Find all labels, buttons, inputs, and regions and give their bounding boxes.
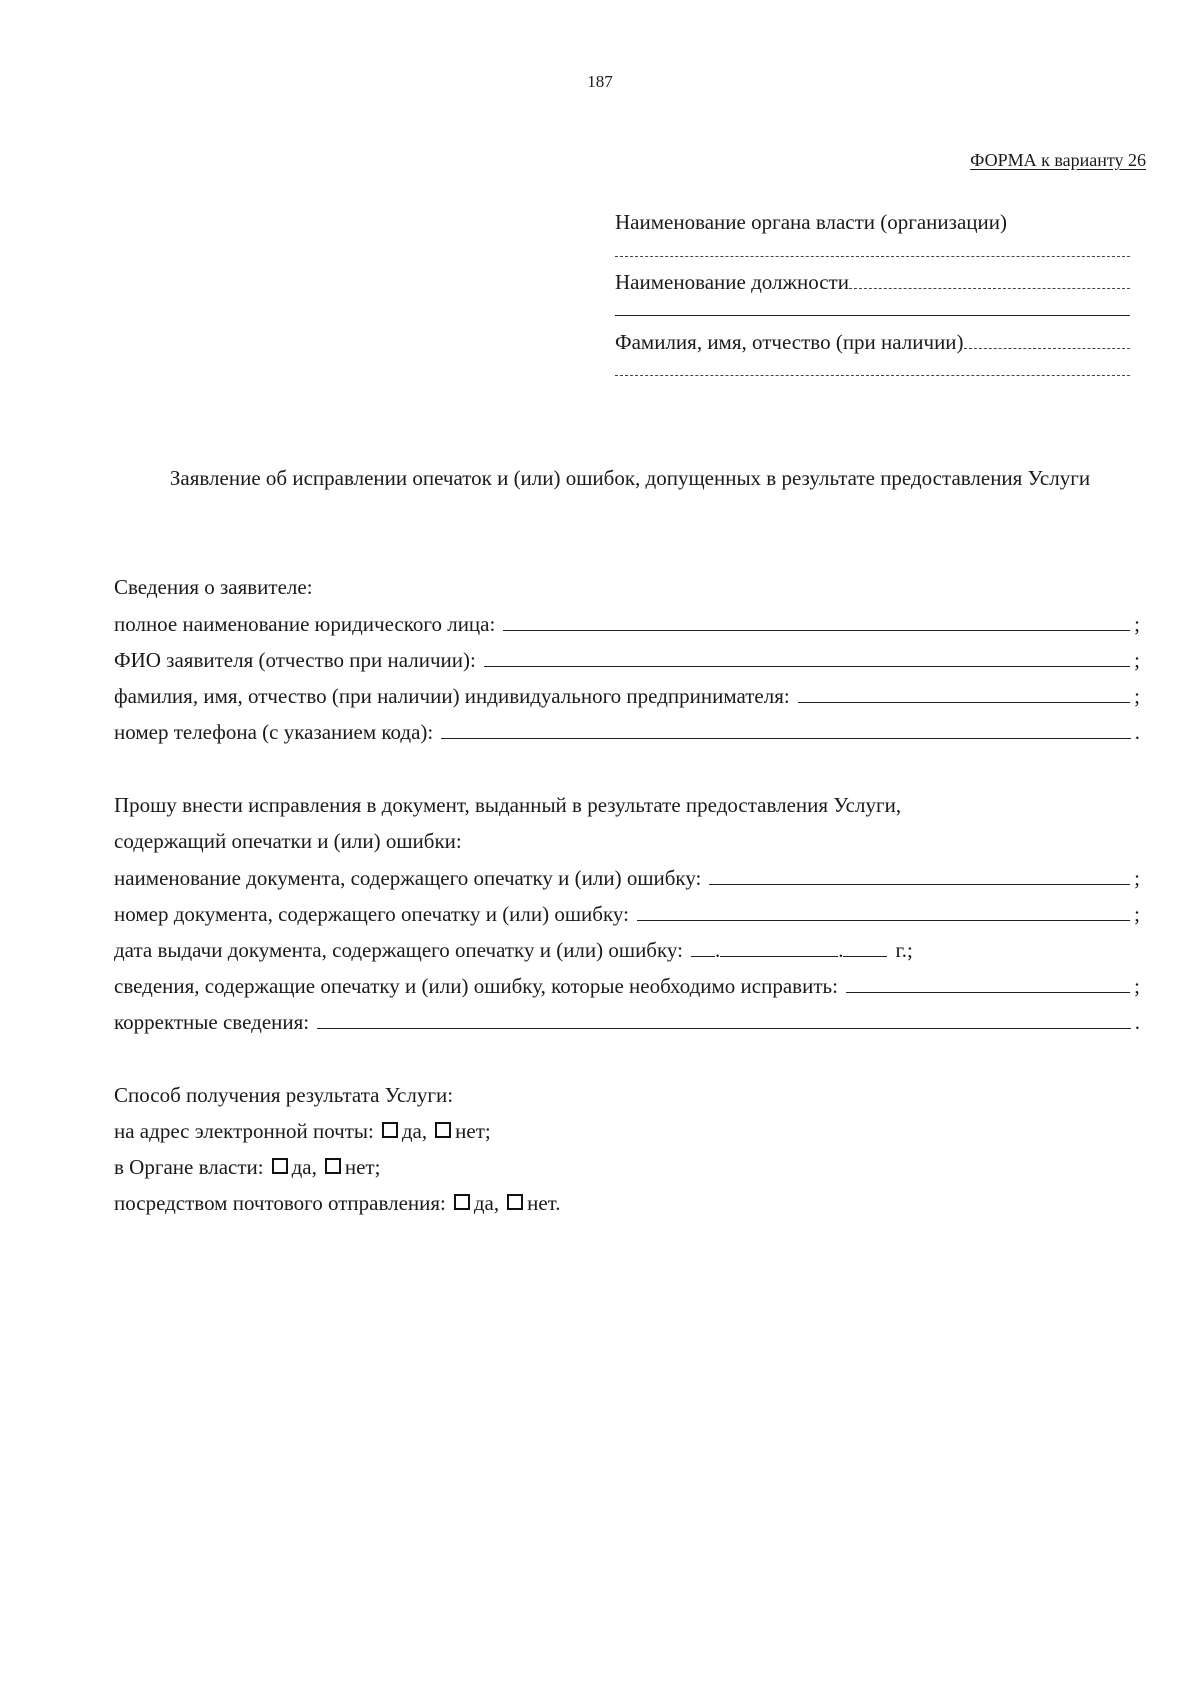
doc-name-field[interactable] xyxy=(709,862,1130,885)
entrepreneur-row xyxy=(114,680,1140,710)
post-delivery-row xyxy=(114,1188,1140,1218)
email-yes-checkbox[interactable] xyxy=(382,1122,398,1138)
page-number: 187 xyxy=(587,72,613,91)
year-suffix: г.; xyxy=(895,938,913,962)
applicant-fio-label: ФИО заявителя (отчество при наличии): xyxy=(114,648,476,672)
entrepreneur-field[interactable] xyxy=(798,680,1130,703)
authority-name-label: Наименование органа власти (организации) xyxy=(615,210,1007,234)
applicant-heading xyxy=(114,572,1140,602)
name-row xyxy=(615,330,1130,354)
semicolon: ; xyxy=(1134,866,1140,890)
request-line-2 xyxy=(114,826,1140,856)
period: . xyxy=(1134,720,1140,744)
name-field-second-line[interactable] xyxy=(615,375,1130,376)
doc-number-field[interactable] xyxy=(637,898,1130,921)
wrong-info-row xyxy=(114,970,1140,1000)
applicant-fio-row xyxy=(114,644,1140,674)
wrong-info-label: сведения, содержащие опечатку и (или) ошибку, которые необходимо исправить: xyxy=(114,974,838,998)
post-no-checkbox[interactable] xyxy=(507,1194,523,1210)
correct-info-field[interactable] xyxy=(317,1006,1131,1029)
position-row xyxy=(615,270,1130,294)
authority-no-checkbox[interactable] xyxy=(325,1158,341,1174)
post-delivery-label: посредством почтового отправления: xyxy=(114,1191,446,1215)
phone-label: номер телефона (с указанием кода): xyxy=(114,720,434,744)
name-field[interactable] xyxy=(964,330,1130,349)
request-line-1-text: Прошу внести исправления в документ, выданный в результате предоставления Услуги, xyxy=(114,793,902,817)
semicolon: ; xyxy=(1134,612,1140,636)
date-separator: . xyxy=(714,938,721,962)
position-field-second-line[interactable] xyxy=(615,315,1130,316)
form-variant-tag: ФОРМА к варианту 26 xyxy=(970,150,1146,170)
yes-label: да, xyxy=(401,1119,428,1143)
post-yes-checkbox[interactable] xyxy=(454,1194,470,1210)
doc-name-label: наименование документа, содержащего опечатку и (или) ошибку: xyxy=(114,866,702,890)
no-label: нет; xyxy=(344,1155,381,1179)
legal-entity-field[interactable] xyxy=(503,608,1130,631)
authority-delivery-label: в Органе власти: xyxy=(114,1155,264,1179)
doc-number-label: номер документа, содержащего опечатку и (или) ошибку: xyxy=(114,902,629,926)
semicolon: ; xyxy=(1134,902,1140,926)
period: . xyxy=(1134,1010,1140,1034)
position-label: Наименование должности xyxy=(615,270,849,294)
applicant-heading-text: Сведения о заявителе: xyxy=(114,575,313,599)
issue-day-field[interactable] xyxy=(691,934,715,957)
correct-info-label: корректные сведения: xyxy=(114,1010,310,1034)
delivery-heading-text: Способ получения результата Услуги: xyxy=(114,1083,454,1107)
no-label: нет. xyxy=(527,1191,561,1215)
authority-name-field[interactable] xyxy=(615,256,1130,257)
no-label: нет; xyxy=(455,1119,491,1143)
issue-month-field[interactable] xyxy=(720,934,838,957)
issue-date-row xyxy=(114,934,1140,964)
email-no-checkbox[interactable] xyxy=(435,1122,451,1138)
phone-row xyxy=(114,716,1140,746)
applicant-fio-field[interactable] xyxy=(484,644,1130,667)
request-line-1 xyxy=(114,790,1140,820)
name-label: Фамилия, имя, отчество (при наличии) xyxy=(615,330,964,354)
doc-name-row xyxy=(114,862,1140,892)
authority-yes-checkbox[interactable] xyxy=(272,1158,288,1174)
issue-year-field[interactable] xyxy=(843,934,887,957)
wrong-info-field[interactable] xyxy=(846,970,1130,993)
entrepreneur-label: фамилия, имя, отчество (при наличии) индивидуального предпринимателя: xyxy=(114,684,790,708)
email-delivery-row xyxy=(114,1116,1140,1146)
yes-label: да, xyxy=(291,1155,317,1179)
email-delivery-label: на адрес электронной почты: xyxy=(114,1119,374,1143)
issue-date-label: дата выдачи документа, содержащего опечатку и (или) ошибку: xyxy=(114,938,683,962)
legal-entity-row xyxy=(114,608,1140,638)
delivery-heading xyxy=(114,1080,1140,1110)
date-separator: . xyxy=(838,938,844,962)
semicolon: ; xyxy=(1134,648,1140,672)
doc-number-row xyxy=(114,898,1140,928)
semicolon: ; xyxy=(1134,974,1140,998)
semicolon: ; xyxy=(1134,684,1140,708)
request-line-2-text: содержащий опечатки и (или) ошибки: xyxy=(114,829,462,853)
position-field[interactable] xyxy=(849,270,1130,289)
yes-label: да, xyxy=(473,1191,500,1215)
legal-entity-label: полное наименование юридического лица: xyxy=(114,612,496,636)
phone-field[interactable] xyxy=(441,716,1130,739)
correct-info-row xyxy=(114,1006,1140,1036)
authority-delivery-row xyxy=(114,1152,1140,1182)
document-title: Заявление об исправлении опечаток и (или) ошибок, допущенных в результате предоставления Услуги xyxy=(169,466,1091,490)
